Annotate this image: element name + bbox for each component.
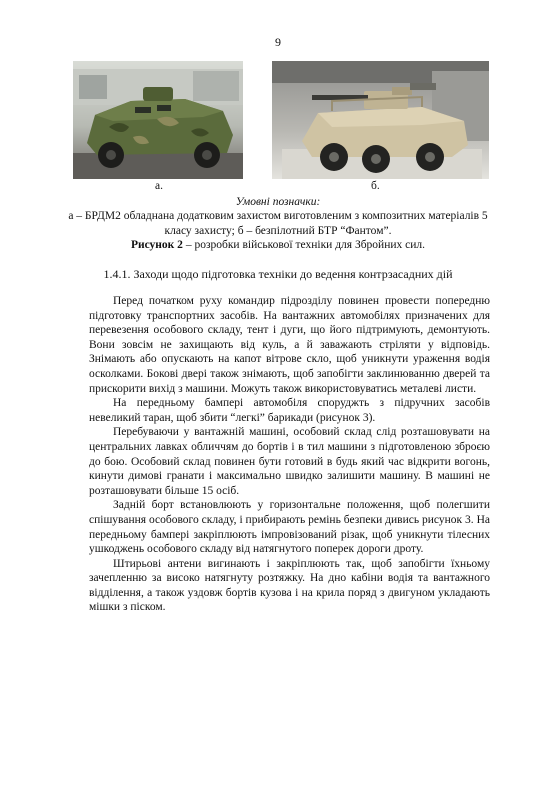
paragraph: Задній борт встановлюють у горизонтальне положення, щоб полегшити спішування особового складу, і прибирають ремінь безпеки дивись рисунок 3. На передньому бампері закріплюють імпровізований різак, щоб уникнути тілесних ушкоджень особового складу від натягнутого поперек дороги дроту.	[89, 499, 490, 556]
legend-title: Умовні позначки:	[235, 196, 321, 208]
paragraph: Штирьові антени вигинають і закріплюють так, щоб запобігти їхньому зачепленню за високо натягнуту розтяжку. На дно кабіни водія та вантажного відділення, а також уздовж бортів кузова і на крила поряд з двигуном укладають мішки з піском.	[89, 557, 490, 614]
paragraph: Перед початком руху командир підрозділу повинен провести попередню підготовку транспортних засобів. На вантажних автомобілях призначених для перевезення особового складу, тент і дуги, що його підтримують, демонтують. Вони зовсім не захищають від куль, а й заважають стріляти у відповідь. Знімають або опускають на капот вітрове скло, щоб уникнути ураження водія осколками. Бокові двері також знімають, щоб запобігти заклинюванню дверей та прискорити вихід з машини. Можуть також використовуватись металеві листи.	[89, 295, 490, 395]
figure-caption-label: Рисунок 2	[130, 239, 183, 251]
figure-label-a: а.	[155, 180, 163, 192]
legend-text: а – БРДМ2 обладнана додатковим захистом виготовленим з композитних матеріалів 5 класу захисту; б – безпілотний БТР “Фантом”.	[68, 210, 488, 237]
figure-label-b: б.	[371, 180, 380, 192]
paragraph: Перебуваючи у вантажній машині, особовий склад слід розташовувати на центральних лавках обличчям до бортів і в тил машини з підготовленою зброєю до бою. Особовий склад повинен бути готовий в будь який час відкрити вогонь, кинути димові гранати і максимально швидко залишити машину. В машині не розташовувати більше 15 осіб.	[89, 426, 490, 497]
body-text	[89, 294, 490, 615]
armored-car-photo	[73, 61, 243, 179]
page-number: 9	[275, 35, 281, 49]
section-heading: 1.4.1. Заходи щодо підготовка техніки до ведення контрзасадних дій	[103, 267, 453, 281]
figure-caption	[66, 238, 490, 253]
figure-caption-text: – розробки військової техніки для Збройних сил.	[182, 239, 426, 251]
unmanned-apc-photo	[272, 61, 489, 179]
paragraph: На передньому бампері автомобіля споруджть з підручних засобів невеликий таран, щоб збити “легкі” барикади (рисунок 3).	[89, 397, 490, 424]
